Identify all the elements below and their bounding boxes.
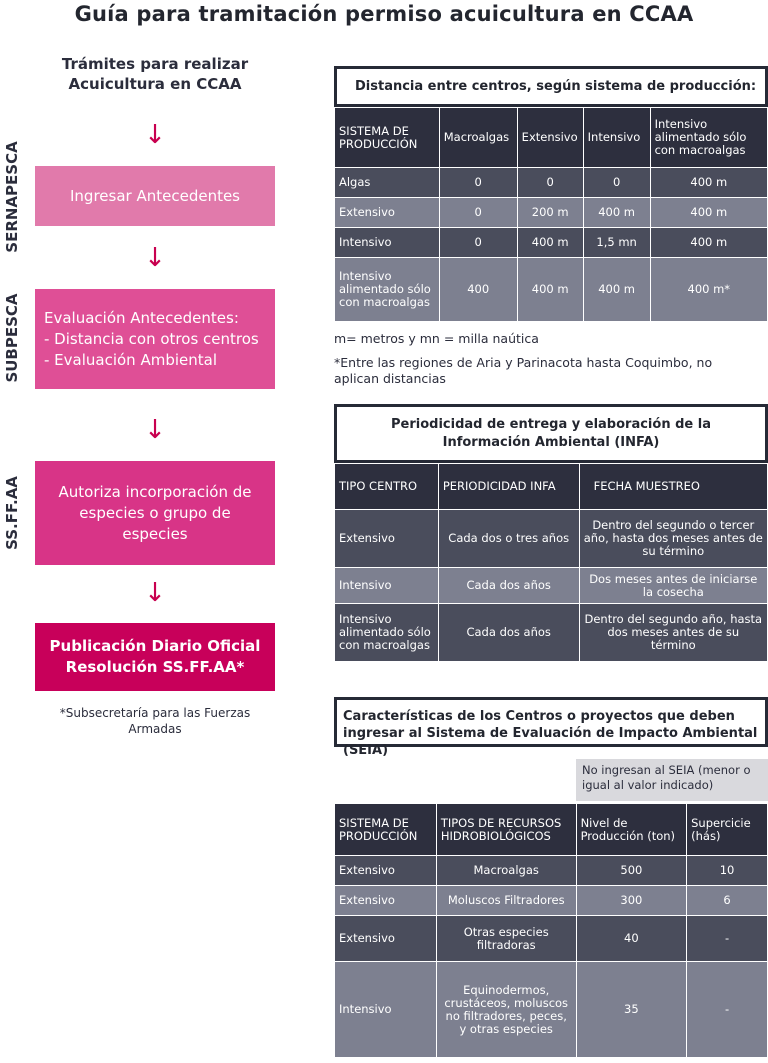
step4-line: Resolución SS.FF.AA* [65, 658, 245, 676]
table-header: Intensivo alimentado sólo con macroalgas [650, 108, 767, 168]
table-cell: 400 m* [650, 258, 767, 322]
table-cell: 0 [439, 168, 517, 198]
table-cell: 0 [439, 228, 517, 258]
down-arrow-icon: ↓ [144, 578, 166, 608]
table-cell: - [687, 962, 768, 1058]
seia-group-header: No ingresan al SEIA (menor o igual al valor indicado) [576, 759, 768, 801]
down-arrow-icon: ↓ [144, 243, 166, 273]
table-header: Extensivo [517, 108, 583, 168]
table-cell: 6 [687, 886, 768, 916]
table-header: Macroalgas [439, 108, 517, 168]
table-cell: 0 [517, 168, 583, 198]
step-autoriza-incorporacion: Autoriza incorporación de especies o grupo de especies [35, 461, 275, 565]
table-cell: Extensivo [335, 856, 437, 886]
table-header: TIPOS DE RECURSOS HIDROBIOLÓGICOS [436, 804, 576, 856]
table-row [335, 510, 768, 568]
table-cell: Extensivo [335, 886, 437, 916]
table-cell: Intensivo alimentado sólo con macroalgas [335, 604, 439, 662]
step2-line: - Evaluación Ambiental [44, 350, 217, 369]
page-title: Guía para tramitación permiso acuicultura en CCAA [74, 2, 694, 26]
table-cell: 0 [439, 198, 517, 228]
table-header: Intensivo [583, 108, 650, 168]
table-cell: Moluscos Filtradores [436, 886, 576, 916]
infa-table-title: Periodicidad de entrega y elaboración de la Información Ambiental (INFA) [334, 404, 768, 463]
table-cell: Cada dos años [438, 604, 579, 662]
table-cell: Dentro del segundo o tercer año, hasta dos meses antes de su término [579, 510, 767, 568]
distance-table [334, 107, 768, 322]
table-header: TIPO CENTRO [335, 464, 439, 510]
table-cell: Extensivo [335, 510, 439, 568]
table-cell: Intensivo alimentado sólo con macroalgas [335, 258, 440, 322]
side-label-sernapesca: SERNAPESCA [3, 141, 21, 253]
table-row [335, 856, 768, 886]
table-cell: Macroalgas [436, 856, 576, 886]
table-cell: Equinodermos, crustáceos, moluscos no filtradores, peces, y otras especies [436, 962, 576, 1058]
table-row [335, 604, 768, 662]
table-cell: 10 [687, 856, 768, 886]
table-cell: 200 m [517, 198, 583, 228]
table-cell: Intensivo [335, 228, 440, 258]
table-row [335, 962, 768, 1058]
table-header: Supercicie (hás) [687, 804, 768, 856]
table-row [335, 916, 768, 962]
table-row [335, 258, 768, 322]
table-header: FECHA MUESTREO [579, 464, 767, 510]
table-cell: Extensivo [335, 198, 440, 228]
table-cell: 400 m [650, 198, 767, 228]
infa-table [334, 463, 768, 662]
flow-footnote: *Subsecretaría para las Fuerzas Armadas [59, 706, 251, 736]
table-header: Nivel de Producción (ton) [576, 804, 687, 856]
table-cell: 0 [583, 168, 650, 198]
flow-title: Trámites para realizar Acuicultura en CCAA [61, 55, 249, 93]
table-row [335, 568, 768, 604]
table-row [335, 228, 768, 258]
step4-line: Publicación Diario Oficial [49, 637, 261, 655]
table-cell: - [687, 916, 768, 962]
table-row [335, 168, 768, 198]
table-cell: 1,5 mn [583, 228, 650, 258]
step2-line: Evaluación Antecedentes: [44, 308, 239, 327]
seia-table [334, 803, 768, 1058]
step-ingresar-antecedentes: Ingresar Antecedentes [35, 166, 275, 226]
table-cell: 400 m [517, 258, 583, 322]
table-cell: Cada dos años [438, 568, 579, 604]
step2-line: - Distancia con otros centros [44, 329, 259, 348]
table-cell: 300 [576, 886, 687, 916]
table-cell: 400 m [583, 198, 650, 228]
side-label-ssffaa: SS.FF.AA [3, 476, 21, 550]
table-cell: 400 m [517, 228, 583, 258]
table-row [335, 198, 768, 228]
table-cell: Intensivo [335, 962, 437, 1058]
table-cell: 400 m [650, 228, 767, 258]
step-evaluacion-antecedentes [35, 289, 275, 389]
distance-note-regions: *Entre las regiones de Aria y Parinacota hasta Coquimbo, no aplican distancias [334, 355, 713, 386]
table-header: PERIODICIDAD INFA [438, 464, 579, 510]
down-arrow-icon: ↓ [144, 415, 166, 445]
table-cell: Dos meses antes de iniciarse la cosecha [579, 568, 767, 604]
table-cell: Intensivo [335, 568, 439, 604]
table-cell: 40 [576, 916, 687, 962]
table-cell: 500 [576, 856, 687, 886]
table-row [335, 886, 768, 916]
distance-table-title: Distancia entre centros, según sistema de producción: [334, 66, 768, 107]
side-label-subpesca: SUBPESCA [3, 293, 21, 383]
down-arrow-icon: ↓ [144, 120, 166, 150]
table-header: SISTEMA DE PRODUCCIÓN [335, 804, 437, 856]
table-header: SISTEMA DE PRODUCCIÓN [335, 108, 440, 168]
table-cell: Algas [335, 168, 440, 198]
seia-table-title: Características de los Centros o proyectos que deben ingresar al Sistema de Evaluación de Impacto Ambiental (SEIA) [334, 697, 768, 747]
table-cell: 400 [439, 258, 517, 322]
table-cell: Extensivo [335, 916, 437, 962]
table-cell: Cada dos o tres años [438, 510, 579, 568]
table-cell: Otras especies filtradoras [436, 916, 576, 962]
table-cell: Dentro del segundo año, hasta dos meses antes de su término [579, 604, 767, 662]
distance-note-units: m= metros y mn = milla naútica [334, 331, 539, 346]
step-publicacion-diario-oficial [35, 623, 275, 691]
table-cell: 400 m [583, 258, 650, 322]
table-cell: 400 m [650, 168, 767, 198]
table-cell: 35 [576, 962, 687, 1058]
